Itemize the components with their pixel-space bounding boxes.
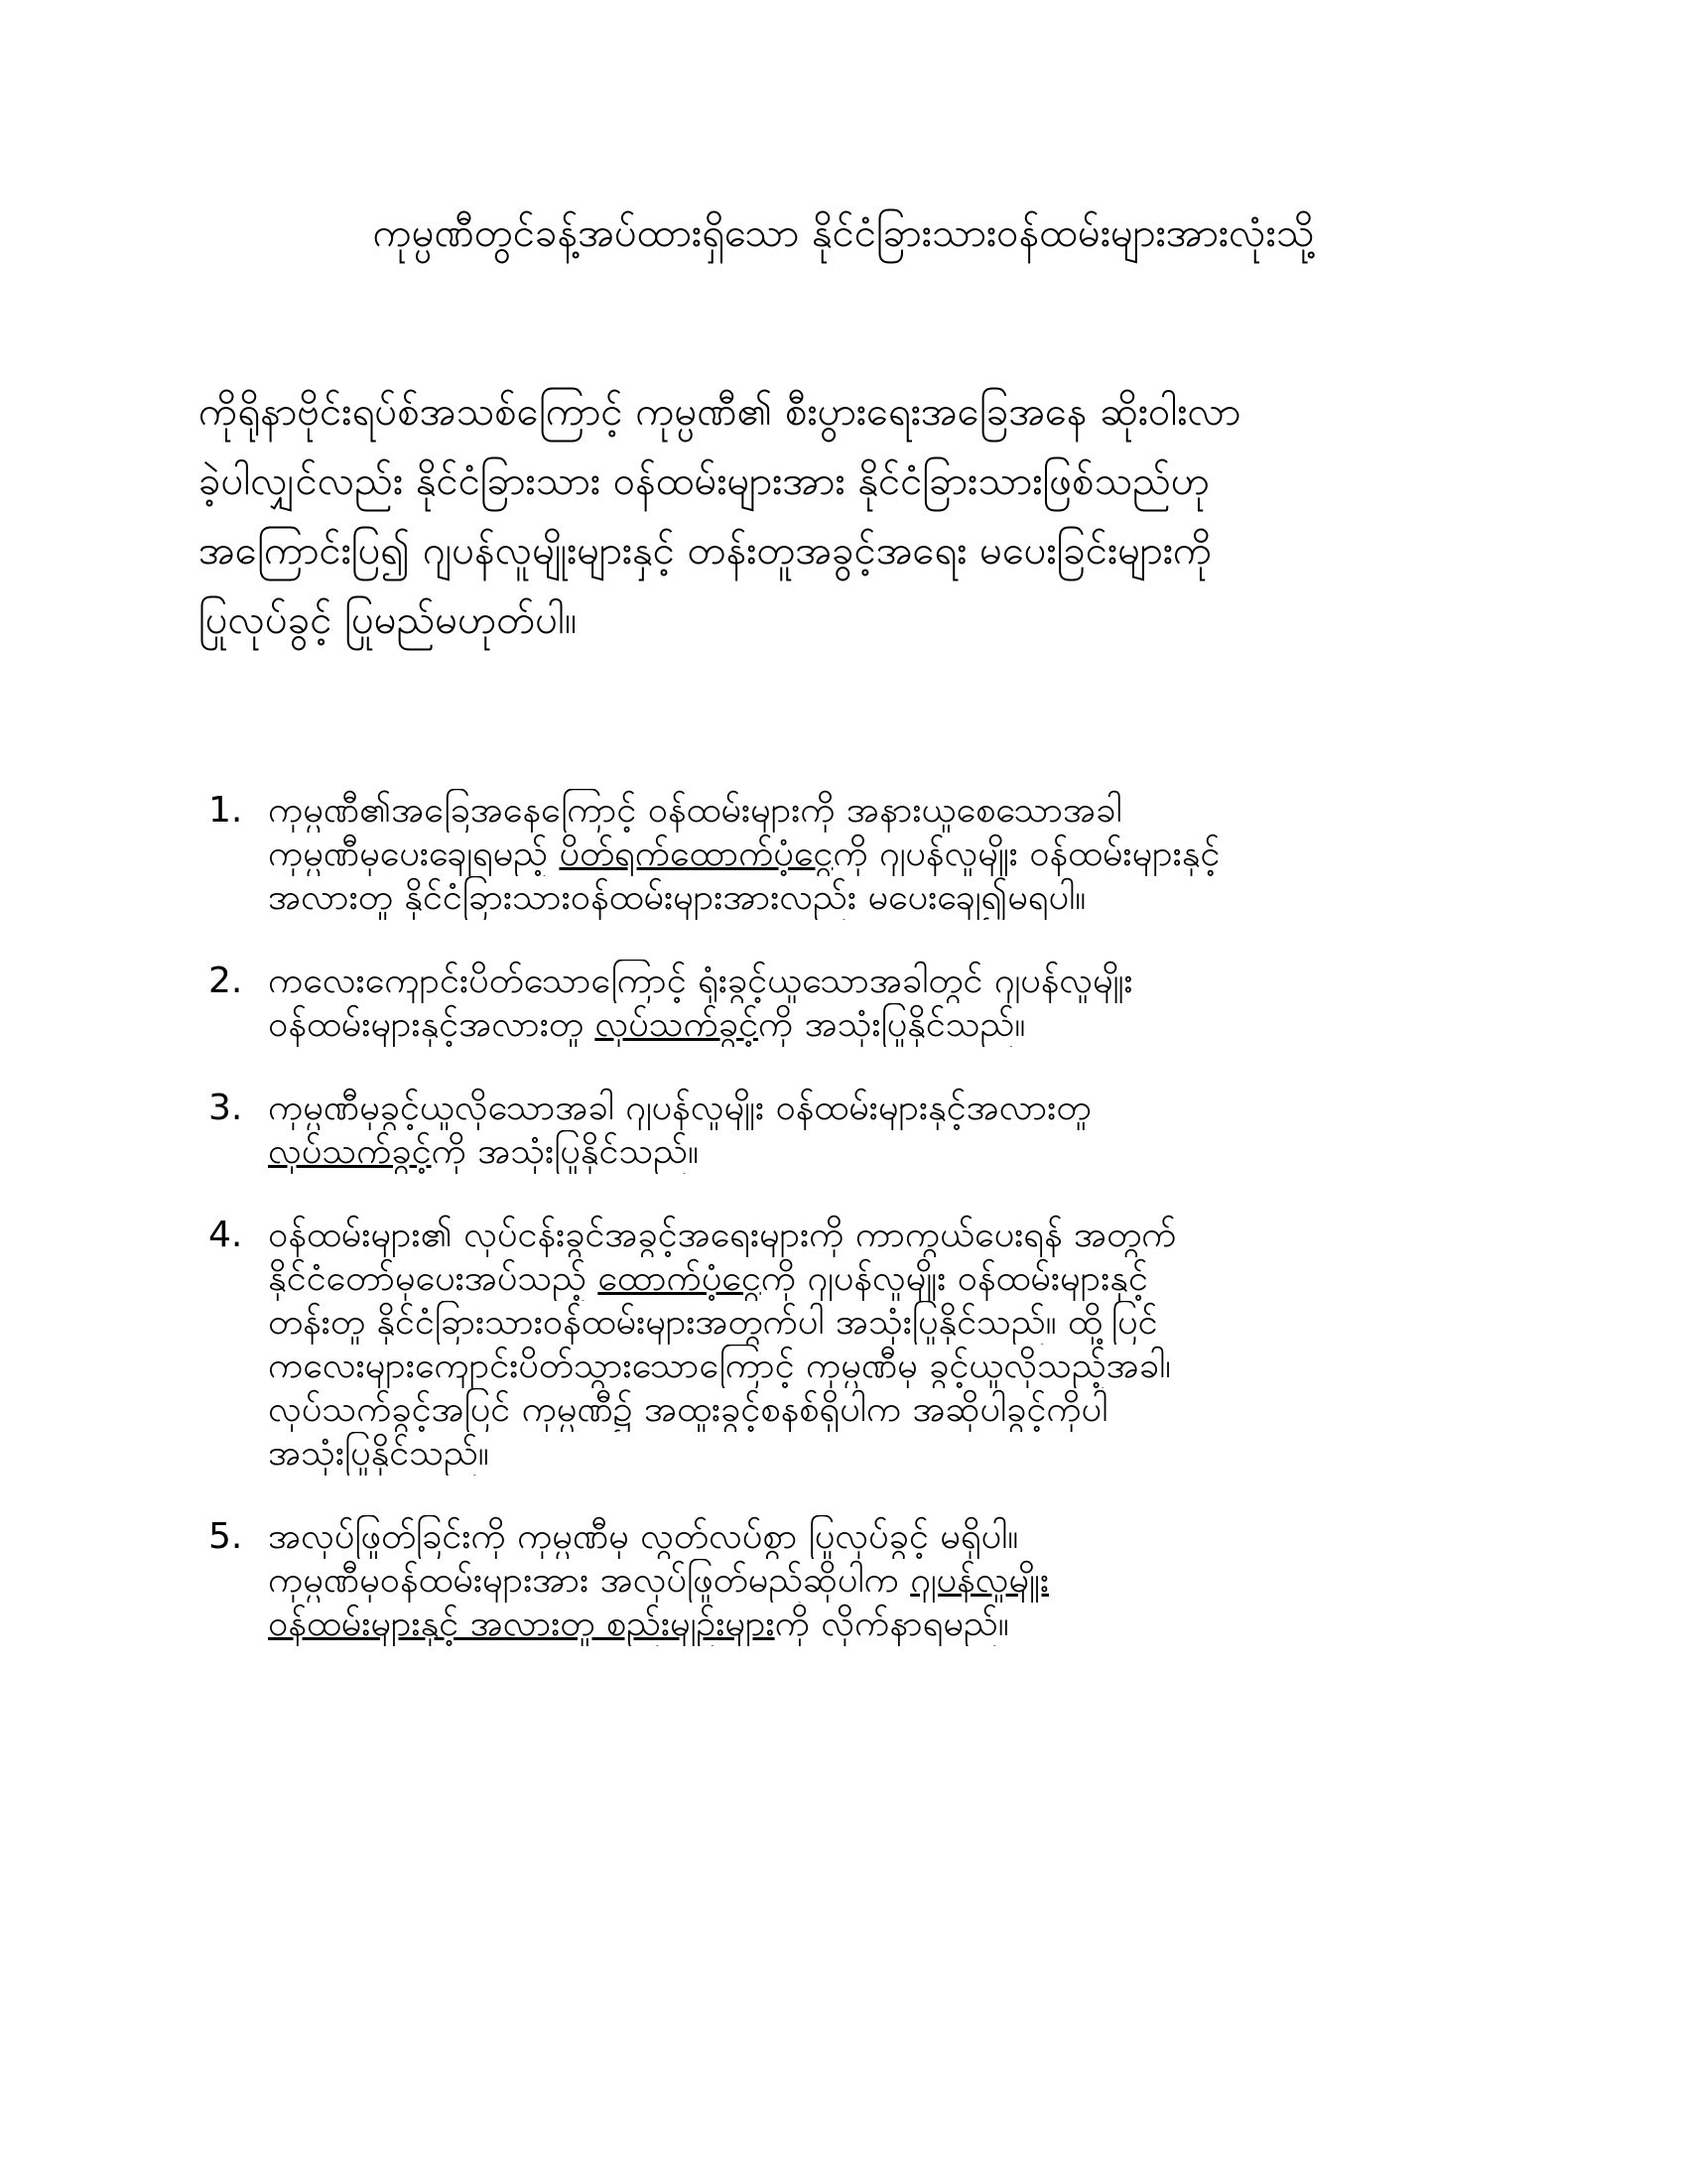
item-text: ကို ဂျပန်လူမျိုး ဝန်ထမ်းများနှင့်	[833, 834, 1221, 874]
item-line	[268, 1130, 1489, 1174]
list-number: 3.	[208, 1088, 243, 1128]
item-line: ကုမ္ပဏီမှခွင့်ယူလိုသောအခါ ဂျပန်လူမျိုး ဝန်ထမ်းများနှင့်အလားတူ	[268, 1088, 1092, 1128]
underlined-term: ပိတ်ရက်ထောက်ပံ့ငွေ	[559, 834, 834, 874]
item-text: ကုမ္ပဏီမှပေးချေရမည့်	[268, 834, 560, 874]
intro-paragraph	[198, 377, 1489, 655]
item-text: ကို အသုံးပြုနိုင်သည်။	[757, 1004, 1026, 1045]
item-text: ကို ဂျပန်လူမျိုး ဝန်ထမ်းများနှင့်	[760, 1258, 1148, 1299]
underlined-term: လုပ်သက်ခွင့်	[594, 1004, 758, 1045]
underlined-term: ဝန်ထမ်းများနှင့် အလားတူ စည်းမျဉ်းများ	[268, 1604, 775, 1644]
list-item-5	[198, 1515, 1489, 1646]
list-number: 4.	[208, 1215, 243, 1255]
item-line: ကလေးကျောင်းပိတ်သောကြောင့် ရုံးခွင့်ယူသောအခါတွင် ဂျပန်လူမျိုး	[268, 961, 1133, 1001]
item-text: ကုမ္ပဏီမှဝန်ထမ်းများအား အလုပ်ဖြုတ်မည်ဆိုပါက	[268, 1560, 911, 1601]
list-number: 5.	[208, 1516, 243, 1557]
intro-line: အကြောင်းပြ၍ ဂျပန်လူမျိုးများနှင့် တန်းတူအခွင့်အရေး မပေးခြင်းများကို	[198, 528, 1213, 574]
item-line: အလုပ်ဖြုတ်ခြင်းကို ကုမ္ပဏီမှ လွတ်လပ်စွာ ပြုလုပ်ခွင့် မရှိပါ။	[268, 1516, 1019, 1557]
intro-line: ပြုလုပ်ခွင့် ပြုမည်မဟုတ်ပါ။	[198, 597, 578, 643]
underlined-term: လုပ်သက်ခွင့်	[268, 1131, 432, 1172]
list-number: 2.	[208, 961, 243, 1001]
list-item-2	[198, 960, 1489, 1047]
item-line: အလားတူ နိုင်ငံခြားသားဝန်ထမ်းများအားလည်း မပေးချေ၍မရပါ။	[268, 877, 1087, 918]
item-line: လုပ်သက်ခွင့်အပြင် ကုမ္ပဏီ၌ အထူးခွင့်စနစ်ရှိပါက အဆိုပါခွင့်ကိုပါ	[268, 1389, 1108, 1430]
underlined-term: ထောက်ပံ့ငွေ	[597, 1258, 761, 1299]
list-item-1	[198, 789, 1489, 920]
item-text: ကို လိုက်နာရမည်။	[774, 1604, 1009, 1644]
intro-line: ခဲ့ပါလျှင်လည်း နိုင်ငံခြားသား ဝန်ထမ်းများအား နိုင်ငံခြားသားဖြစ်သည်ဟု	[198, 458, 1211, 504]
item-text: နိုင်ငံတော်မှပေးအပ်သည့်	[268, 1258, 598, 1299]
item-line	[268, 1559, 1489, 1603]
item-line	[268, 1603, 1489, 1646]
item-line: တန်းတူ နိုင်ငံခြားသားဝန်ထမ်းများအတွက်ပါ အသုံးပြုနိုင်သည်။ ထို့ပြင်	[268, 1302, 1158, 1343]
list-number: 1.	[208, 790, 243, 831]
numbered-list	[198, 789, 1489, 1686]
item-text: ကို အသုံးပြုနိုင်သည်။	[431, 1131, 699, 1172]
item-line: ဝန်ထမ်းများ၏ လုပ်ငန်းခွင်အခွင့်အရေးများကို ကာကွယ်ပေးရန် အတွက်	[268, 1215, 1177, 1255]
list-item-4	[198, 1214, 1489, 1476]
list-item-3	[198, 1087, 1489, 1174]
item-line	[268, 1257, 1489, 1301]
item-line: ကလေးများကျောင်းပိတ်သွားသောကြောင့် ကုမ္ပဏီမှ ခွင့်ယူလိုသည့်အခါ၊	[268, 1346, 1171, 1386]
item-line: ကုမ္ပဏီ၏အခြေအနေကြောင့် ဝန်ထမ်းများကို အနားယူစေသောအခါ	[268, 790, 1122, 831]
intro-line: ကိုရိုနာဗိုင်းရပ်စ်အသစ်ကြောင့် ကုမ္ပဏီ၏ စီးပွားရေးအခြေအနေ ဆိုးဝါးလာ	[198, 389, 1241, 435]
item-line	[268, 1003, 1489, 1047]
item-line	[268, 833, 1489, 876]
item-text: ဝန်ထမ်းများနှင့်အလားတူ	[268, 1004, 595, 1045]
underlined-term: ဂျပန်လူမျိုး	[910, 1560, 1049, 1601]
item-line: အသုံးပြုနိုင်သည်။	[268, 1433, 489, 1474]
page-title: ကုမ္ပဏီတွင်ခန့်အပ်ထားရှိသော နိုင်ငံခြားသားဝန်ထမ်းများအားလုံးသို့	[372, 210, 1315, 256]
